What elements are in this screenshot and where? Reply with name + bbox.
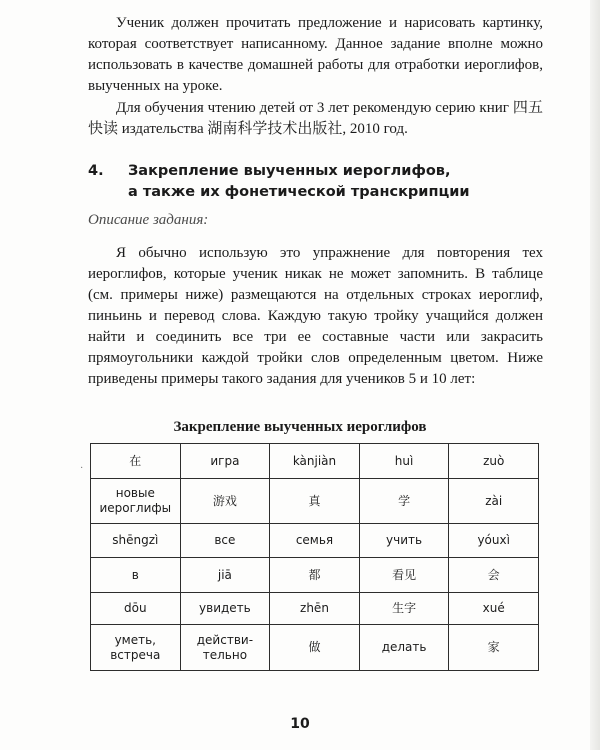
table-cell: все — [180, 524, 270, 558]
table-row — [91, 479, 539, 524]
table-title: Закрепление выученных иероглифов — [173, 419, 427, 435]
section-title-line-1: Закрепление выученных иероглифов, — [128, 163, 451, 179]
table-cell: xué — [449, 593, 539, 625]
table-cell: 在 — [91, 444, 181, 479]
table-cell: 真 — [270, 479, 360, 524]
table-cell: kànjiàn — [270, 444, 360, 479]
task-description-label: Описание задания: — [88, 212, 209, 228]
table-cell: уметь, встреча — [91, 625, 181, 671]
section-heading — [88, 161, 543, 203]
intro-paragraph-1: Ученик должен прочитать предложение и нарисовать картинку, которая соответствует написанному. Данное задание вполне можно использовать в качестве домашней работы для отработки иероглифов, выученных на уроке. — [88, 15, 543, 94]
intro-paragraph-2: Для обучения чтению детей от 3 лет рекомендую серию книг 四五快读 издательства 湖南科学技术出版社, 2010 год. — [88, 100, 543, 137]
table-cell: в — [91, 558, 181, 593]
table-cell: 生字 — [359, 593, 449, 625]
section-title-line-2: а также их фонетической транскрипции — [128, 184, 470, 200]
table-cell: shēngzì — [91, 524, 181, 558]
table-cell: 做 — [270, 625, 360, 671]
margin-mark: · — [80, 463, 84, 474]
table-cell: zuò — [449, 444, 539, 479]
table-cell: huì — [359, 444, 449, 479]
characters-exercise-table — [90, 443, 539, 671]
table-cell: 都 — [270, 558, 360, 593]
table-cell: 看见 — [359, 558, 449, 593]
table-row — [91, 625, 539, 671]
page-edge-shadow — [590, 0, 600, 750]
table-cell: 游戏 — [180, 479, 270, 524]
section-number: 4. — [88, 163, 104, 179]
table-cell: zài — [449, 479, 539, 524]
table-cell: 学 — [359, 479, 449, 524]
table-cell: игра — [180, 444, 270, 479]
table-cell: yóuxì — [449, 524, 539, 558]
task-description-paragraph: Я обычно использую это упражнение для повторения тех иероглифов, которые ученик никак не может запомнить. В таблице (см. примеры ниже) размещаются на отдельных строках иероглиф, пиньинь и перевод слова. Каждую такую тройку учащийся должен найти и соединить все три ее составные части или закрасить прямоугольники каждой тройки слов определенным цветом. Ниже приведены примеры такого задания для учеников 5 и 10 лет: — [88, 245, 543, 387]
table-cell: 家 — [449, 625, 539, 671]
table-row — [91, 593, 539, 625]
table-row — [91, 444, 539, 479]
table-cell: учить — [359, 524, 449, 558]
table-row — [91, 524, 539, 558]
page-number: 10 — [290, 716, 310, 732]
table-cell: zhēn — [270, 593, 360, 625]
table-cell: jiā — [180, 558, 270, 593]
table-cell: новые иероглифы — [91, 479, 181, 524]
table-cell: увидеть — [180, 593, 270, 625]
table-cell: dōu — [91, 593, 181, 625]
table-cell: действи-тельно — [180, 625, 270, 671]
table-row — [91, 558, 539, 593]
table-cell: делать — [359, 625, 449, 671]
table-cell: 会 — [449, 558, 539, 593]
table-cell: семья — [270, 524, 360, 558]
